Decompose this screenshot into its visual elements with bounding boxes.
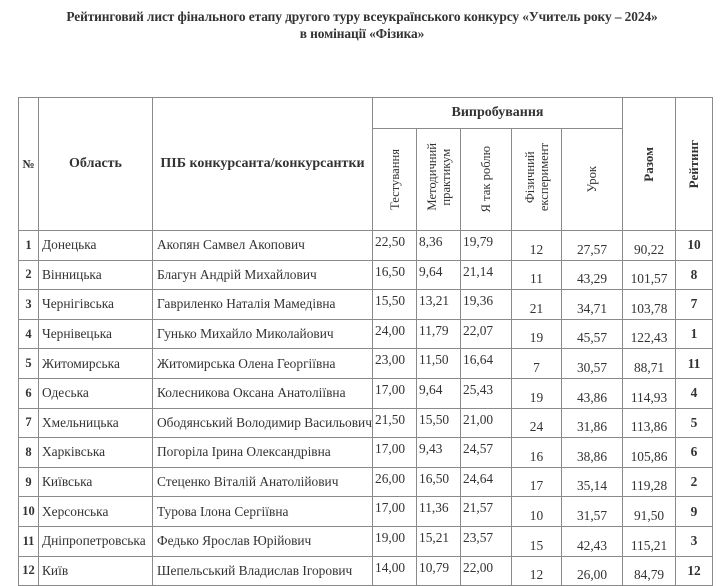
row-testing: 21,50 <box>373 408 417 438</box>
row-method: 15,50 <box>417 408 461 438</box>
row-name: Стеценко Віталій Анатолійович <box>153 467 373 497</box>
row-total: 122,43 <box>623 319 676 349</box>
row-i-do-it: 21,14 <box>461 260 512 290</box>
header-method-line2: практикум <box>438 148 453 206</box>
row-rating: 10 <box>676 231 713 261</box>
row-region: Херсонська <box>39 497 153 527</box>
row-num: 5 <box>19 349 39 379</box>
header-lesson <box>562 129 623 231</box>
row-rating: 2 <box>676 467 713 497</box>
row-i-do-it: 22,00 <box>461 556 512 586</box>
row-region: Одеська <box>39 378 153 408</box>
row-total: 90,22 <box>623 231 676 261</box>
row-rating: 9 <box>676 497 713 527</box>
header-trials-group: Випробування <box>373 98 623 129</box>
row-lesson: 43,29 <box>562 260 623 290</box>
row-method: 9,43 <box>417 438 461 468</box>
header-phys-line1: Фізичний <box>522 151 537 203</box>
row-phys: 12 <box>512 231 562 261</box>
row-rating: 5 <box>676 408 713 438</box>
row-total: 91,50 <box>623 497 676 527</box>
row-method: 16,50 <box>417 467 461 497</box>
row-testing: 14,00 <box>373 556 417 586</box>
row-name: Федько Ярослав Юрійович <box>153 526 373 556</box>
row-total: 115,21 <box>623 526 676 556</box>
row-region: Чернігівська <box>39 290 153 320</box>
row-region: Чернівецька <box>39 319 153 349</box>
header-lesson-label: Урок <box>585 166 600 193</box>
header-phys-line2: експеримент <box>536 142 551 212</box>
header-testing-label: Тестування <box>387 149 402 210</box>
row-i-do-it: 21,00 <box>461 408 512 438</box>
row-i-do-it: 24,64 <box>461 467 512 497</box>
header-method <box>417 129 461 231</box>
table-row <box>19 260 713 290</box>
row-rating: 4 <box>676 378 713 408</box>
table-row <box>19 408 713 438</box>
row-total: 84,79 <box>623 556 676 586</box>
row-method: 9,64 <box>417 260 461 290</box>
row-phys: 24 <box>512 408 562 438</box>
row-num: 11 <box>19 526 39 556</box>
row-i-do-it: 25,43 <box>461 378 512 408</box>
row-method: 15,21 <box>417 526 461 556</box>
row-lesson: 30,57 <box>562 349 623 379</box>
document-title: Рейтинговий лист фінального етапу другого туру всеукраїнського конкурсу «Учитель року – 2024» <box>66 9 658 24</box>
row-method: 10,79 <box>417 556 461 586</box>
row-total: 101,57 <box>623 260 676 290</box>
row-lesson: 34,71 <box>562 290 623 320</box>
header-region: Область <box>39 98 153 231</box>
table-row <box>19 231 713 261</box>
row-lesson: 42,43 <box>562 526 623 556</box>
row-testing: 16,50 <box>373 260 417 290</box>
row-phys: 19 <box>512 378 562 408</box>
row-name: Акопян Самвел Акопович <box>153 231 373 261</box>
row-num: 4 <box>19 319 39 349</box>
row-total: 103,78 <box>623 290 676 320</box>
row-total: 114,93 <box>623 378 676 408</box>
row-name: Турова Ілона Сергіївна <box>153 497 373 527</box>
row-phys: 7 <box>512 349 562 379</box>
table-row <box>19 526 713 556</box>
row-phys: 11 <box>512 260 562 290</box>
row-region: Хмельницька <box>39 408 153 438</box>
row-i-do-it: 23,57 <box>461 526 512 556</box>
header-rating-label: Рейтинг <box>686 139 702 189</box>
header-testing <box>373 129 417 231</box>
row-phys: 19 <box>512 319 562 349</box>
row-region: Дніпропетровська <box>39 526 153 556</box>
row-total: 119,28 <box>623 467 676 497</box>
row-name: Шепельський Владислав Ігорович <box>153 556 373 586</box>
row-region: Київ <box>39 556 153 586</box>
header-i-do-it <box>461 129 512 231</box>
header-total <box>623 98 676 231</box>
row-phys: 16 <box>512 438 562 468</box>
row-phys: 10 <box>512 497 562 527</box>
row-i-do-it: 16,64 <box>461 349 512 379</box>
row-method: 11,50 <box>417 349 461 379</box>
row-phys: 21 <box>512 290 562 320</box>
row-method: 11,36 <box>417 497 461 527</box>
row-region: Житомирська <box>39 349 153 379</box>
row-method: 13,21 <box>417 290 461 320</box>
table-row <box>19 467 713 497</box>
row-lesson: 35,14 <box>562 467 623 497</box>
row-testing: 17,00 <box>373 497 417 527</box>
rating-table <box>18 97 713 586</box>
row-lesson: 45,57 <box>562 319 623 349</box>
row-testing: 17,00 <box>373 438 417 468</box>
row-rating: 1 <box>676 319 713 349</box>
row-i-do-it: 21,57 <box>461 497 512 527</box>
row-lesson: 43,86 <box>562 378 623 408</box>
row-num: 2 <box>19 260 39 290</box>
row-num: 7 <box>19 408 39 438</box>
row-total: 105,86 <box>623 438 676 468</box>
row-region: Вінницька <box>39 260 153 290</box>
row-testing: 19,00 <box>373 526 417 556</box>
row-i-do-it: 19,36 <box>461 290 512 320</box>
document-subtitle: в номінації «Фізика» <box>299 26 425 41</box>
row-testing: 24,00 <box>373 319 417 349</box>
row-name: Житомирська Олена Георгіївна <box>153 349 373 379</box>
row-rating: 11 <box>676 349 713 379</box>
row-num: 8 <box>19 438 39 468</box>
row-method: 11,79 <box>417 319 461 349</box>
table-row <box>19 497 713 527</box>
table-row <box>19 319 713 349</box>
row-testing: 22,50 <box>373 231 417 261</box>
row-rating: 8 <box>676 260 713 290</box>
row-rating: 3 <box>676 526 713 556</box>
row-region: Харківська <box>39 438 153 468</box>
row-num: 3 <box>19 290 39 320</box>
row-total: 88,71 <box>623 349 676 379</box>
row-phys: 17 <box>512 467 562 497</box>
row-num: 6 <box>19 378 39 408</box>
row-rating: 7 <box>676 290 713 320</box>
header-i-do-it-label: Я так роблю <box>479 146 493 213</box>
row-phys: 15 <box>512 526 562 556</box>
row-num: 9 <box>19 467 39 497</box>
row-name: Колесникова Оксана Анатоліївна <box>153 378 373 408</box>
row-name: Благун Андрій Михайлович <box>153 260 373 290</box>
header-total-label: Разом <box>641 146 657 182</box>
row-testing: 17,00 <box>373 378 417 408</box>
header-rating <box>676 98 713 231</box>
row-num: 10 <box>19 497 39 527</box>
row-testing: 23,00 <box>373 349 417 379</box>
row-i-do-it: 24,57 <box>461 438 512 468</box>
row-total: 113,86 <box>623 408 676 438</box>
row-method: 9,64 <box>417 378 461 408</box>
row-testing: 15,50 <box>373 290 417 320</box>
row-i-do-it: 19,79 <box>461 231 512 261</box>
row-rating: 6 <box>676 438 713 468</box>
row-lesson: 31,86 <box>562 408 623 438</box>
row-region: Київська <box>39 467 153 497</box>
row-name: Гавриленко Наталія Мамедівна <box>153 290 373 320</box>
header-phys <box>512 129 562 231</box>
table-row <box>19 438 713 468</box>
row-name: Ободянський Володимир Васильович <box>153 408 373 438</box>
row-method: 8,36 <box>417 231 461 261</box>
row-region: Донецька <box>39 231 153 261</box>
row-lesson: 31,57 <box>562 497 623 527</box>
row-num: 12 <box>19 556 39 586</box>
row-num: 1 <box>19 231 39 261</box>
table-row <box>19 378 713 408</box>
table-row <box>19 556 713 586</box>
row-lesson: 27,57 <box>562 231 623 261</box>
table-row <box>19 349 713 379</box>
row-lesson: 26,00 <box>562 556 623 586</box>
row-name: Гунько Михайло Миколайович <box>153 319 373 349</box>
header-name: ПІБ конкурсанта/конкурсантки <box>153 98 373 231</box>
row-phys: 12 <box>512 556 562 586</box>
header-num: № <box>19 98 39 231</box>
row-rating: 12 <box>676 556 713 586</box>
row-lesson: 38,86 <box>562 438 623 468</box>
row-i-do-it: 22,07 <box>461 319 512 349</box>
row-name: Погоріла Ірина Олександрівна <box>153 438 373 468</box>
header-method-line1: Методичний <box>424 143 439 211</box>
row-testing: 26,00 <box>373 467 417 497</box>
table-row <box>19 290 713 320</box>
